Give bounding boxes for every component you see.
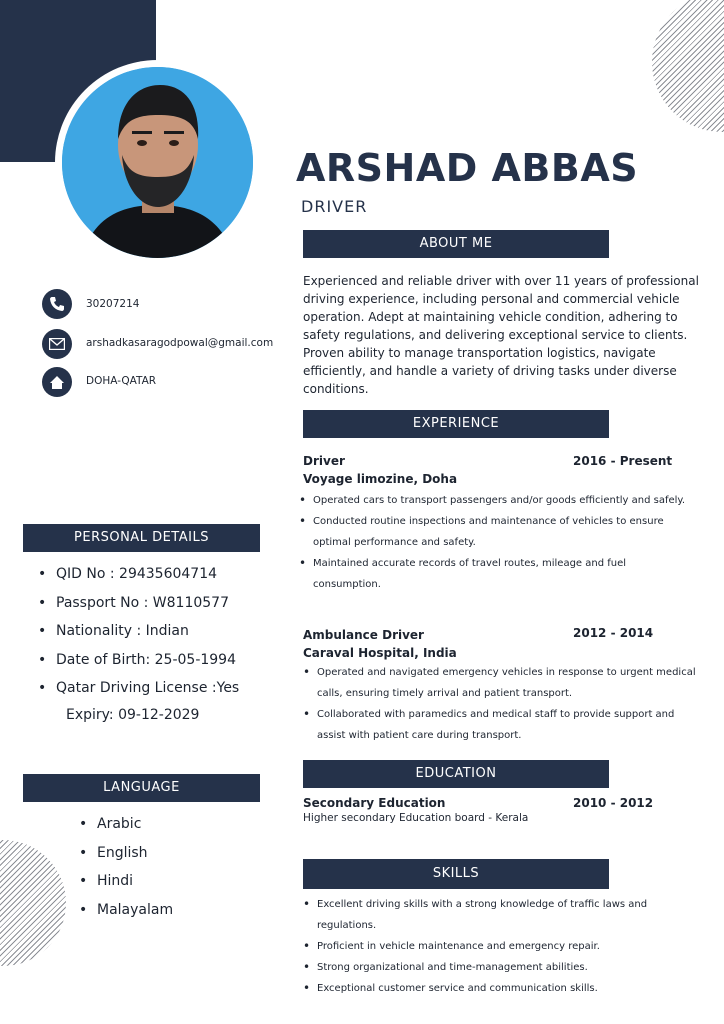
list-item: • English xyxy=(79,839,239,868)
list-item: • Proficient in vehicle maintenance and emergency repair. xyxy=(303,936,703,957)
license-expiry: Expiry: 09-12-2029 xyxy=(66,707,200,723)
education-heading: EDUCATION xyxy=(303,760,609,788)
skills-heading: SKILLS xyxy=(303,859,609,889)
list-item: • Strong organizational and time-management abilities. xyxy=(303,957,703,978)
list-item: • Malayalam xyxy=(79,896,239,925)
job-company: Voyage limozine, Doha xyxy=(303,472,458,486)
home-icon xyxy=(42,367,72,397)
list-item: • Passport No : W8110577 xyxy=(38,589,268,618)
about-heading: ABOUT ME xyxy=(303,230,609,258)
education-degree: Secondary Education xyxy=(303,796,446,810)
bottom-left-stripe-circle xyxy=(0,840,66,966)
email-address[interactable]: arshadkasaragodpowal@gmail.com xyxy=(86,337,274,349)
personal-details-heading: PERSONAL DETAILS xyxy=(23,524,260,552)
list-item: • Maintained accurate records of travel routes, mileage and fuel consumption. xyxy=(299,553,697,595)
list-item: • Arabic xyxy=(79,810,239,839)
list-item: • Exceptional customer service and communication skills. xyxy=(303,978,703,999)
job-dates: 2012 - 2014 xyxy=(573,626,654,640)
list-item: • Qatar Driving License :Yes xyxy=(38,674,268,703)
candidate-role: DRIVER xyxy=(301,197,368,216)
language-heading: LANGUAGE xyxy=(23,774,260,802)
job-title: Driver xyxy=(303,454,345,468)
education-board: Higher secondary Education board - Kerala xyxy=(303,812,529,824)
about-text: Experienced and reliable driver with over 11 years of professional driving experience, including personal and commercial vehicle operation. Adept at maintaining vehicle condition, adhering to safety regulations, and delivering exceptional service to clients. Proven ability to manage transportation logistics, navigate efficiently, and handle a variety of driving tasks under diverse conditions. xyxy=(303,274,699,396)
list-item: • Date of Birth: 25-05-1994 xyxy=(38,646,268,675)
education-dates: 2010 - 2012 xyxy=(573,796,654,810)
list-item: • Operated cars to transport passengers and/or goods efficiently and safely. xyxy=(299,490,697,511)
list-item: • Collaborated with paramedics and medical staff to provide support and assist with patient care during transport. xyxy=(303,704,701,746)
language-list xyxy=(79,810,239,924)
profile-photo xyxy=(62,67,253,258)
list-item: • Conducted routine inspections and maintenance of vehicles to ensure optimal performance and safety. xyxy=(299,511,697,553)
job-bullets xyxy=(303,662,701,746)
personal-details-list xyxy=(38,560,268,703)
list-item: • Excellent driving skills with a strong knowledge of traffic laws and regulations. xyxy=(303,894,703,936)
job-dates: 2016 - Present xyxy=(573,454,673,468)
list-item: • Hindi xyxy=(79,867,239,896)
job-title: Ambulance Driver xyxy=(303,628,424,642)
candidate-name: ARSHAD ABBAS xyxy=(296,146,639,190)
skills-list xyxy=(303,894,703,999)
list-item: • Nationality : Indian xyxy=(38,617,268,646)
phone-icon xyxy=(42,289,72,319)
mail-icon xyxy=(42,329,72,359)
phone-number: 30207214 xyxy=(86,298,140,310)
job-company: Caraval Hospital, India xyxy=(303,646,457,660)
location: DOHA-QATAR xyxy=(86,375,157,387)
top-right-stripe-circle xyxy=(652,0,724,132)
experience-heading: EXPERIENCE xyxy=(303,410,609,438)
list-item: • QID No : 29435604714 xyxy=(38,560,268,589)
list-item: • Operated and navigated emergency vehicles in response to urgent medical calls, ensuring timely arrival and patient transport. xyxy=(303,662,701,704)
job-bullets xyxy=(299,490,697,595)
